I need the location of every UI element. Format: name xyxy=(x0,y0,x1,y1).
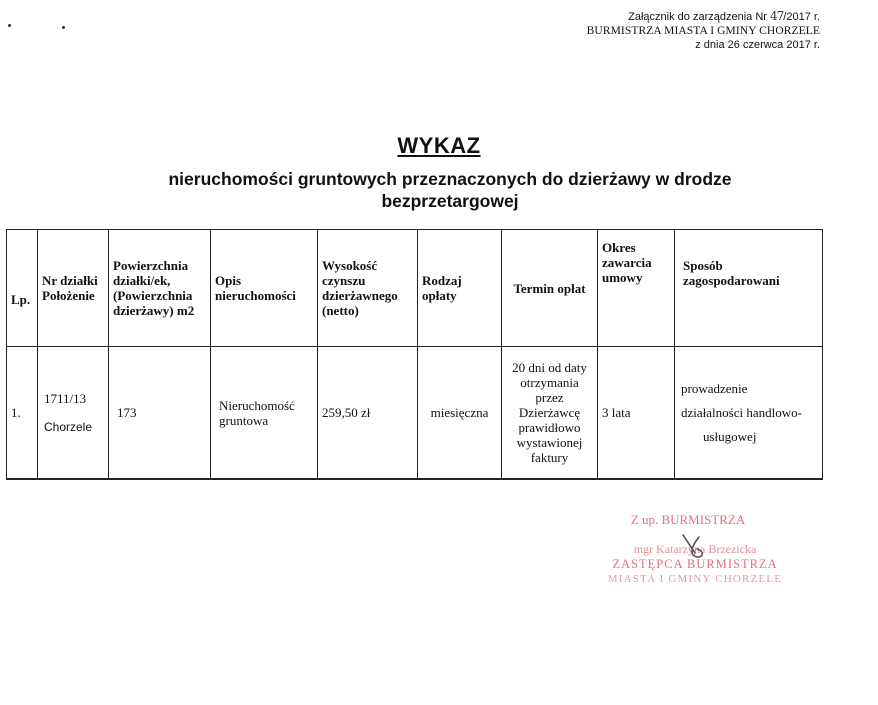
cell-description: Nieruchomość gruntowa xyxy=(211,347,318,480)
header-rent: Wysokość czynszu dzierżawnego (netto) xyxy=(318,230,418,347)
cell-lp: 1. xyxy=(7,347,38,480)
cell-land-use: prowadzenie działalności handlowo- usługowej xyxy=(675,347,823,480)
header-land-use: Sposób zagospodarowani xyxy=(675,230,823,347)
cell-area: 173 xyxy=(109,347,211,480)
stamp-line-4: MIASTA I GMINY CHORZELE xyxy=(607,573,783,585)
property-table xyxy=(6,229,823,480)
date-line: z dnia 26 czerwca 2017 r. xyxy=(695,39,820,51)
handwritten-signature-icon xyxy=(675,527,715,567)
header-area: Powierzchnia działki/ek, (Powierzchnia dzierżawy) m2 xyxy=(109,230,211,347)
cell-rent: 259,50 zł xyxy=(318,347,418,480)
stamp-line-3: ZASTĘPCA BURMISTRZA xyxy=(612,557,778,571)
header-lp: Lp. xyxy=(7,230,38,347)
mayor-line: BURMISTRZA MIASTA I GMINY CHORZELE xyxy=(586,25,820,37)
header-description: Opis nieruchomości xyxy=(211,230,318,347)
order-number-handwritten: 47 xyxy=(770,9,784,23)
stamp-line-2: mgr Katarzyna Brzezicka xyxy=(633,542,757,556)
cell-contract-period: 3 lata xyxy=(598,347,675,480)
cell-plot-number: 1711/13 Chorzele xyxy=(38,347,109,480)
document-subtitle: nieruchomości gruntowych przeznaczonych do dzierżawy w drodze bezprzetargowej xyxy=(168,169,732,211)
document-title: WYKAZ xyxy=(397,133,481,158)
cell-payment-term: 20 dni od daty otrzymania przez Dzierżawcę prawidłowo wystawionej faktury xyxy=(502,347,598,480)
document-header xyxy=(587,9,820,52)
header-contract-period: Okres zawarcia umowy xyxy=(598,230,675,347)
table-header-row xyxy=(7,230,823,347)
scan-specks xyxy=(8,22,68,32)
stamp-line-1: Z up. BURMISTRZA xyxy=(630,512,746,527)
table-row xyxy=(7,347,823,480)
cell-fee-type: miesięczna xyxy=(418,347,502,480)
attachment-line: Załącznik do zarządzenia Nr 47/2017 r. xyxy=(628,9,820,23)
header-payment-term: Termin opłat xyxy=(502,230,598,347)
header-plot-number: Nr działki Położenie xyxy=(38,230,109,347)
header-fee-type: Rodzaj opłaty xyxy=(418,230,502,347)
